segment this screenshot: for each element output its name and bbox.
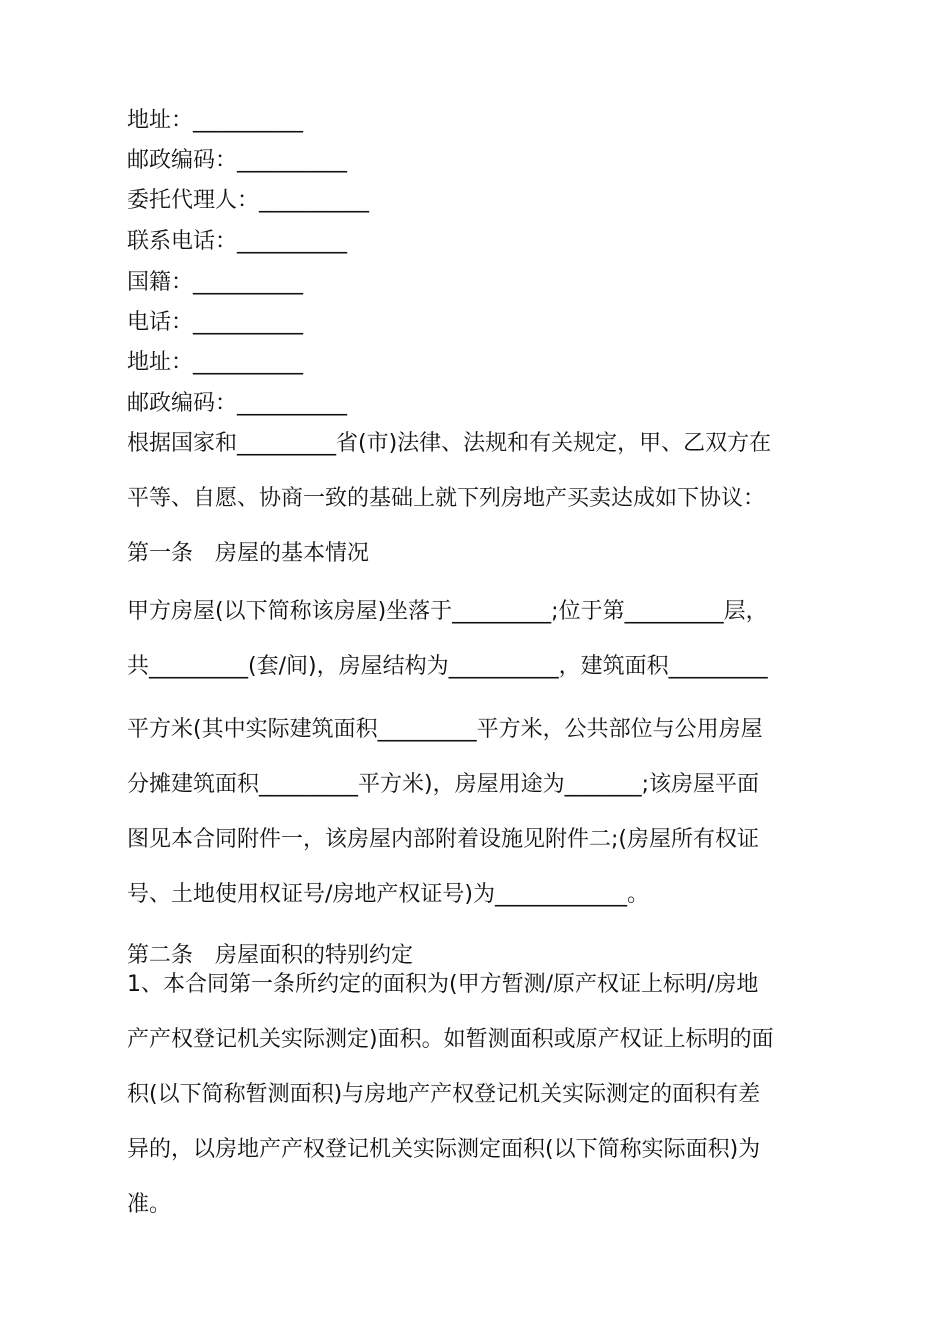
article-1-line-5: 图见本合同附件一，该房屋内部附着设施见附件二;(房屋所有权证 [127,827,759,852]
line-preamble-1: 根据国家和_________省(市)法律、法规和有关规定，甲、乙双方在 [127,431,772,456]
article-1-line-2: 共_________(套/间)，房屋结构为__________，建筑面积_________ [127,654,768,679]
article-2-line-3: 积(以下简称暂测面积)与房地产产权登记机关实际测定的面积有差 [127,1082,761,1107]
line-nationality: 国籍：__________ [127,270,304,295]
line-agent: 委托代理人：__________ [127,188,370,213]
article-1-line-4: 分摊建筑面积_________平方米)，房屋用途为_______;该房屋平面 [127,772,759,797]
article-2-line-2: 产产权登记机关实际测定)面积。如暂测面积或原产权证上标明的面 [127,1027,774,1052]
line-postal-code: 邮政编码：__________ [127,148,348,173]
line-address: 地址：__________ [127,108,304,133]
article-1-line-6: 号、土地使用权证号/房地产权证号)为____________。 [127,882,649,907]
line-address-2: 地址：__________ [127,350,304,375]
article-2-heading: 第二条 房屋面积的特别约定 [127,943,414,968]
line-phone: 电话：__________ [127,310,304,335]
article-1-heading: 第一条 房屋的基本情况 [127,541,370,566]
line-preamble-2: 平等、自愿、协商一致的基础上就下列房地产买卖达成如下协议： [127,486,766,511]
line-contact-phone: 联系电话：__________ [127,229,348,254]
article-1-line-3: 平方米(其中实际建筑面积_________平方米，公共部位与公用房屋 [127,717,763,742]
article-2-line-5: 准。 [127,1192,172,1217]
article-2-line-1: 1、本合同第一条所约定的面积为(甲方暂测/原产权证上标明/房地 [127,972,759,997]
line-postal-code-2: 邮政编码：__________ [127,391,348,416]
article-2-line-4: 异的，以房地产产权登记机关实际测定面积(以下简称实际面积)为 [127,1137,761,1162]
article-1-line-1: 甲方房屋(以下简称该房屋)坐落于_________;位于第_________层， [127,599,768,624]
